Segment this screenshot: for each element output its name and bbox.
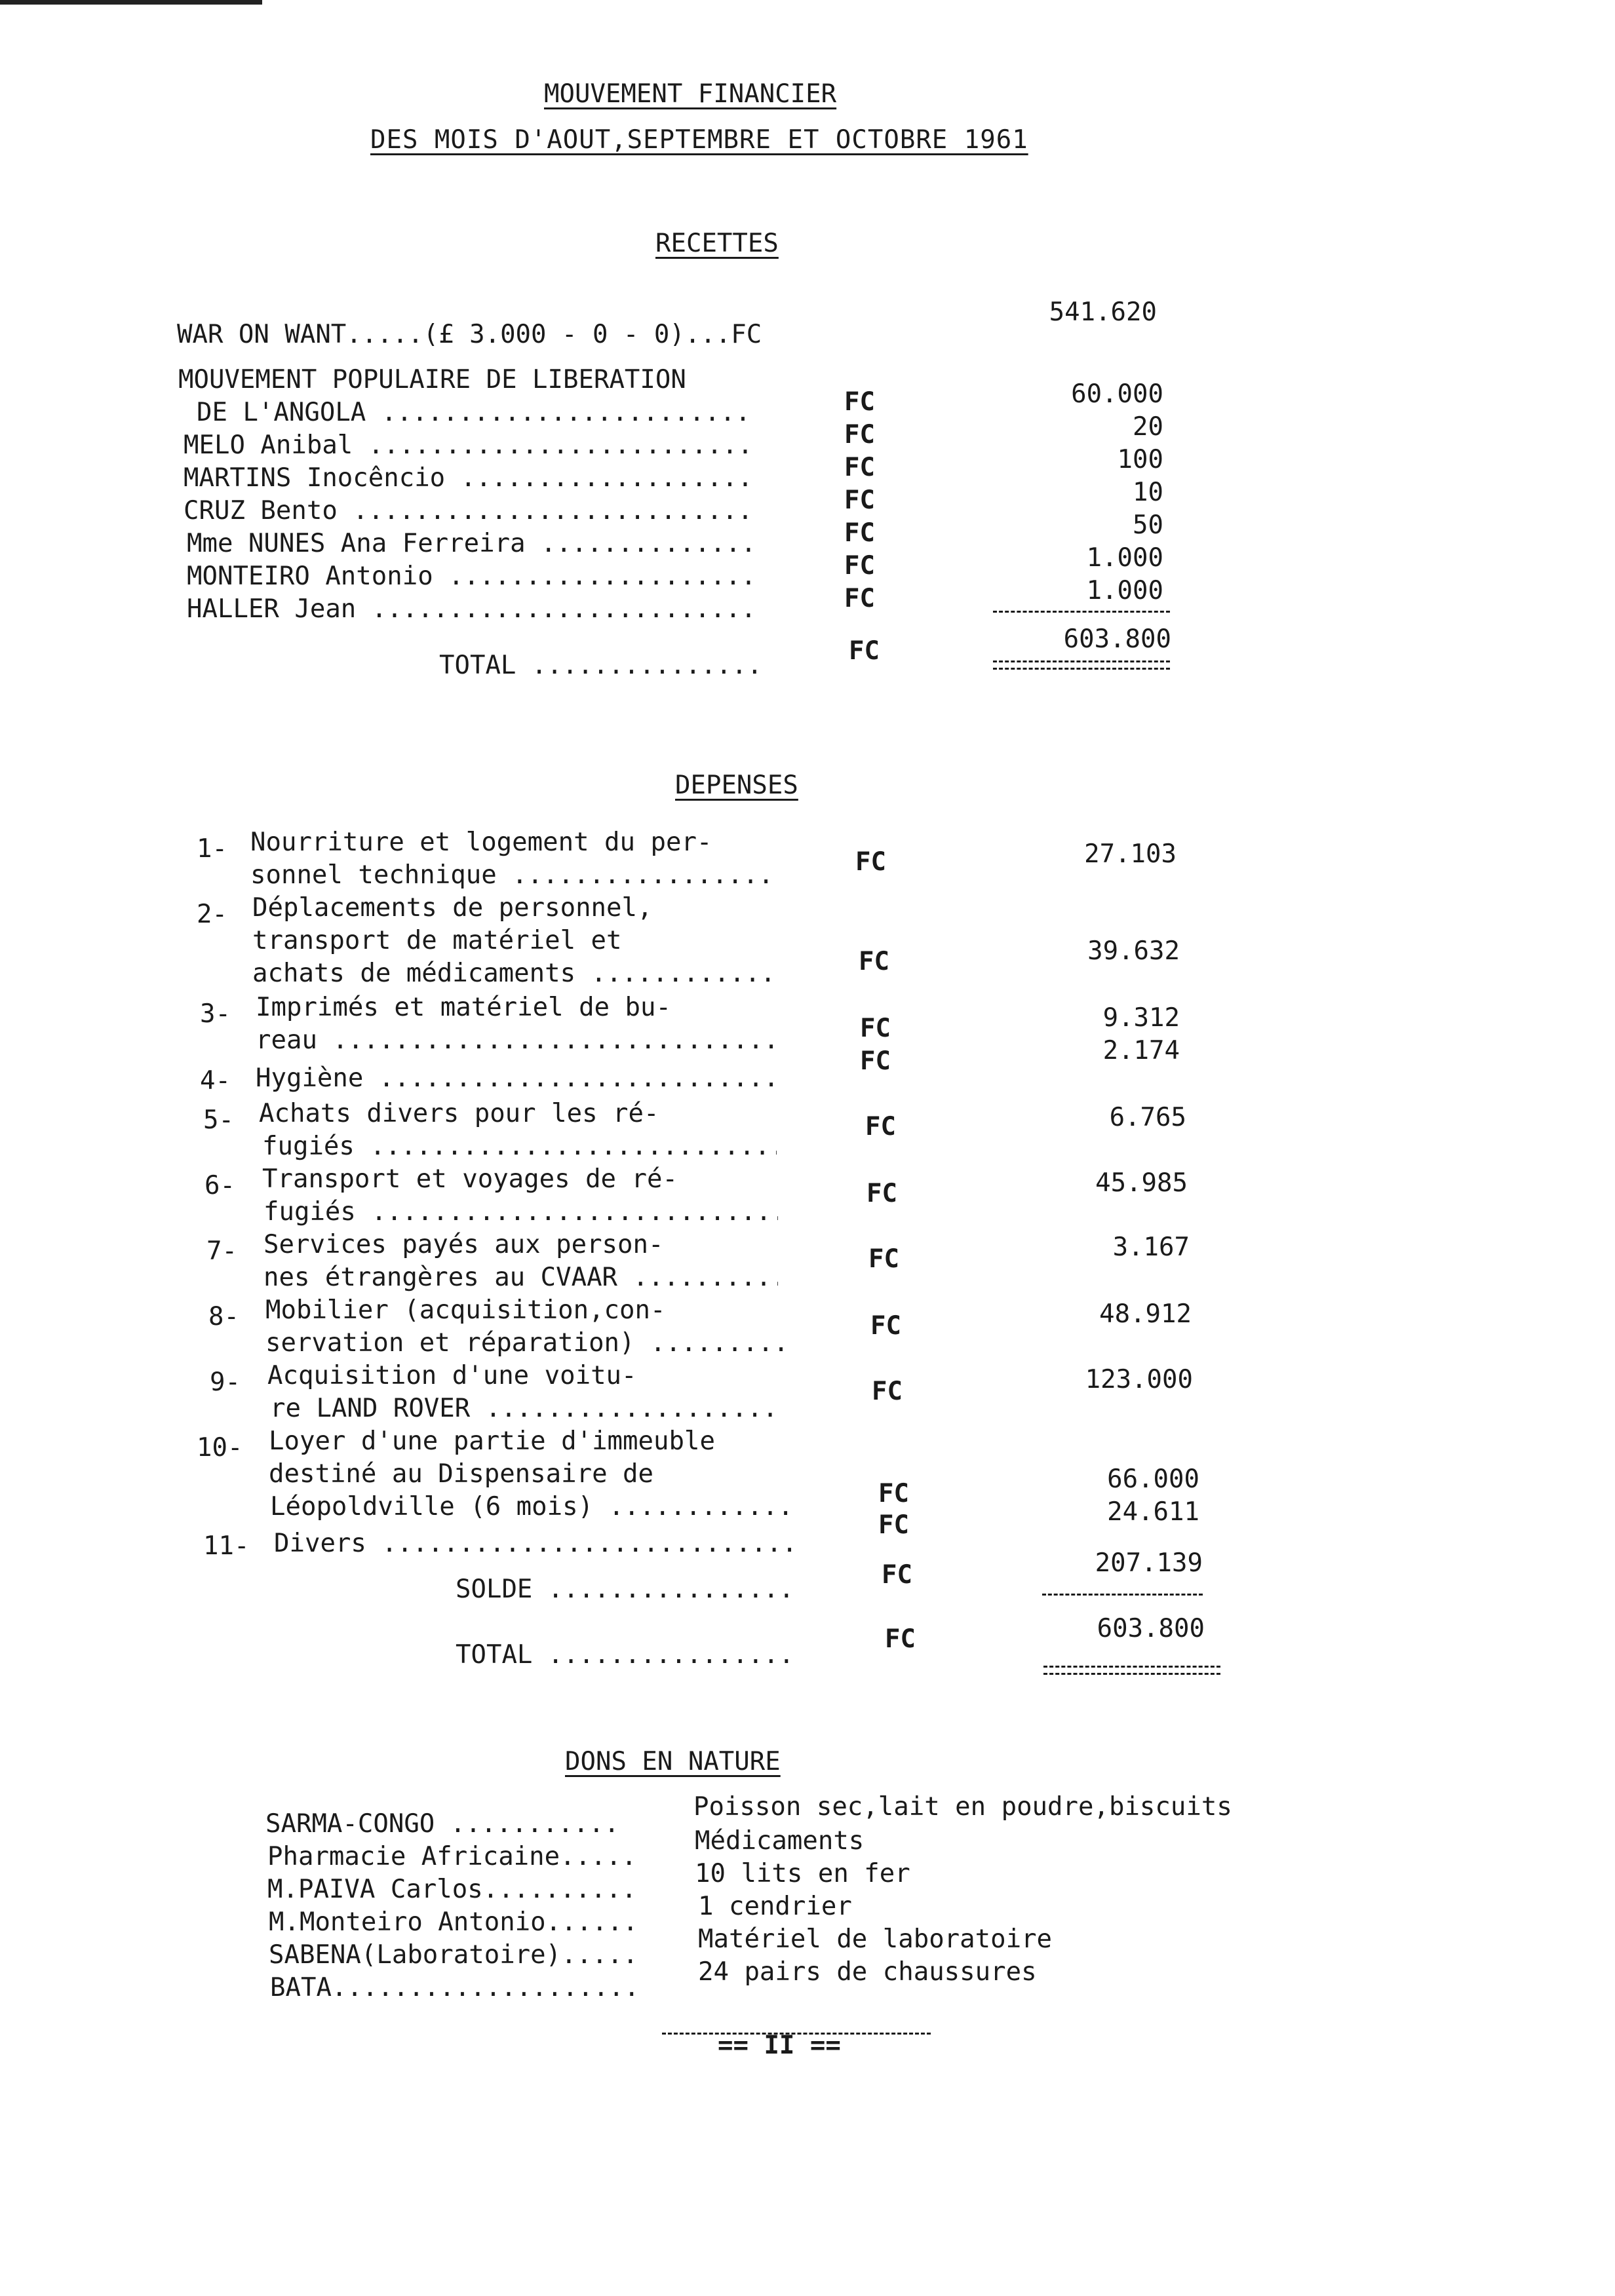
depense-number: 3- xyxy=(200,999,231,1029)
depense-label: re LAND ROVER ..... xyxy=(270,1393,778,1425)
depense-currency: FC xyxy=(860,1046,891,1076)
depense-amount: 2.174 xyxy=(1102,1036,1180,1065)
depense-label: fugiés ..... xyxy=(263,1196,778,1228)
don-donor: M.Monteiro Antonio...... xyxy=(269,1907,638,1937)
depense-number: 10- xyxy=(197,1433,243,1463)
recette-label: MARTINS Inocêncio ..... xyxy=(184,463,750,494)
depense-currency: FC xyxy=(878,1510,909,1540)
don-gift: 10 lits en fer xyxy=(695,1859,910,1888)
recettes-total-amount: 603.800 xyxy=(1063,624,1171,654)
depenses-total-double-rule xyxy=(1043,1666,1220,1675)
depense-currency: FC xyxy=(878,1479,909,1508)
depense-currency: FC xyxy=(866,1179,897,1208)
depense-number: 8- xyxy=(208,1302,239,1331)
depense-amount: 39.632 xyxy=(1087,936,1180,966)
depense-label: Imprimés et matériel de bu- xyxy=(256,993,671,1022)
recettes-subtotal-rule xyxy=(993,611,1170,613)
recette-amount: 100 xyxy=(1117,445,1163,474)
recette-amount: 10 xyxy=(1133,478,1163,507)
depense-label: achats de médicaments ..... xyxy=(252,958,770,989)
recette-amount: 60.000 xyxy=(1071,379,1163,409)
depenses-total-currency: FC xyxy=(885,1624,916,1654)
depense-label: Mobilier (acquisition,con- xyxy=(265,1295,666,1325)
depense-currency: FC xyxy=(870,1311,901,1341)
depense-currency: FC xyxy=(855,847,886,877)
depense-label: transport de matériel et xyxy=(252,926,622,955)
dons-heading: DONS EN NATURE xyxy=(565,1747,781,1776)
recettes-total-label: TOTAL ..... xyxy=(439,650,760,681)
depense-amount: 6.765 xyxy=(1109,1103,1186,1132)
recette-label: HALLER Jean ..... xyxy=(187,594,754,625)
recettes-total-double-rule xyxy=(993,660,1170,670)
page-number: == II == xyxy=(718,2031,841,2060)
don-donor: M.PAIVA Carlos.......... xyxy=(267,1875,637,1904)
recette-label: DE L'ANGOLA ..... xyxy=(197,397,750,429)
depense-amount: 123.000 xyxy=(1085,1365,1193,1394)
depenses-total-amount: 603.800 xyxy=(1097,1614,1205,1643)
depense-label: Déplacements de personnel, xyxy=(252,893,653,923)
war-on-want-amount: 541.620 xyxy=(1049,297,1157,327)
war-on-want-label: WAR ON WANT.....(£ 3.000 - 0 - 0)...FC xyxy=(177,320,762,349)
don-gift: Médicaments xyxy=(695,1826,865,1856)
recettes-heading: RECETTES xyxy=(655,229,779,258)
recette-label: MONTEIRO Antonio ..... xyxy=(187,561,754,592)
depense-amount: 9.312 xyxy=(1102,1003,1180,1033)
solde-amount: 207.139 xyxy=(1095,1548,1203,1578)
recette-currency: FC xyxy=(844,584,875,613)
depense-amount: 45.985 xyxy=(1095,1168,1188,1198)
recette-currency: FC xyxy=(844,453,875,482)
depense-label: Hygiène ..... xyxy=(256,1063,773,1094)
don-gift: Matériel de laboratoire xyxy=(698,1924,1053,1954)
depense-currency: FC xyxy=(865,1112,896,1141)
depense-label: nes étrangères au CVAAR ..... xyxy=(263,1262,778,1293)
scan-edge-mark xyxy=(0,0,262,5)
recette-currency: FC xyxy=(844,551,875,581)
document-title-line2: DES MOIS D'AOUT,SEPTEMBRE ET OCTOBRE 1961 xyxy=(370,125,1028,155)
don-donor: Pharmacie Africaine..... xyxy=(267,1842,637,1871)
depense-label: Services payés aux person- xyxy=(263,1230,664,1259)
depense-currency: FC xyxy=(872,1377,903,1406)
don-gift: Poisson sec,lait en poudre,biscuits xyxy=(693,1792,1232,1822)
depense-amount: 3.167 xyxy=(1112,1233,1190,1262)
depense-number: 6- xyxy=(204,1171,235,1200)
recette-label: Mme NUNES Ana Ferreira ..... xyxy=(187,528,754,560)
depense-amount: 66.000 xyxy=(1107,1464,1199,1494)
recette-currency: FC xyxy=(844,518,875,548)
don-donor: BATA.................... xyxy=(270,1973,640,2002)
depenses-heading: DEPENSES xyxy=(675,771,798,800)
recette-label: CRUZ Bento ..... xyxy=(184,495,750,527)
don-gift: 1 cendrier xyxy=(698,1892,852,1921)
solde-label: SOLDE ..... xyxy=(456,1574,790,1605)
recette-currency: FC xyxy=(844,486,875,515)
depenses-total-label: TOTAL ..... xyxy=(456,1639,796,1671)
solde-currency: FC xyxy=(882,1560,912,1590)
depense-label: Transport et voyages de ré- xyxy=(262,1164,678,1194)
depense-number: 1- xyxy=(197,834,227,864)
depense-label: Acquisition d'une voitu- xyxy=(267,1361,637,1390)
depense-label: Léopoldville (6 mois) ..... xyxy=(270,1491,788,1523)
depense-label: reau ..... xyxy=(256,1025,773,1056)
depense-label: fugiés ..... xyxy=(262,1131,777,1162)
depense-label: servation et réparation) ..... xyxy=(265,1328,783,1359)
depense-label: destiné au Dispensaire de xyxy=(269,1459,653,1489)
depense-label: Nourriture et logement du per- xyxy=(250,828,712,857)
don-donor: SABENA(Laboratoire)..... xyxy=(269,1940,638,1970)
recette-label: MELO Anibal ..... xyxy=(184,430,750,461)
recette-amount: 50 xyxy=(1133,510,1163,540)
don-gift: 24 pairs de chaussures xyxy=(698,1957,1037,1987)
mpla-heading-line: MOUVEMENT POPULAIRE DE LIBERATION xyxy=(178,365,686,394)
recette-currency: FC xyxy=(844,420,875,450)
recette-amount: 1.000 xyxy=(1086,576,1163,605)
depense-amount: 48.912 xyxy=(1099,1299,1192,1329)
depense-number: 7- xyxy=(206,1236,237,1266)
depense-label: sonnel technique ..... xyxy=(250,860,768,891)
document-title-line1: MOUVEMENT FINANCIER xyxy=(544,79,837,109)
recette-amount: 1.000 xyxy=(1086,543,1163,573)
recette-currency: FC xyxy=(844,387,875,417)
recette-amount: 20 xyxy=(1133,412,1163,442)
depense-label: Divers ..... xyxy=(274,1528,792,1559)
depense-amount: 24.611 xyxy=(1107,1497,1199,1527)
recettes-total-currency: FC xyxy=(849,636,880,666)
depense-number: 5- xyxy=(203,1105,234,1135)
depenses-subtotal-rule xyxy=(1042,1594,1203,1596)
depense-currency: FC xyxy=(859,947,889,976)
depense-number: 4- xyxy=(200,1066,231,1096)
depense-number: 11- xyxy=(203,1531,250,1561)
depense-label: Achats divers pour les ré- xyxy=(259,1099,659,1128)
depense-number: 9- xyxy=(210,1368,241,1397)
depense-currency: FC xyxy=(868,1244,899,1274)
depense-currency: FC xyxy=(860,1014,891,1043)
depense-number: 2- xyxy=(197,900,227,929)
depense-label: Loyer d'une partie d'immeuble xyxy=(269,1426,715,1456)
don-donor: SARMA-CONGO ........... xyxy=(265,1809,620,1839)
depense-amount: 27.103 xyxy=(1084,839,1177,869)
